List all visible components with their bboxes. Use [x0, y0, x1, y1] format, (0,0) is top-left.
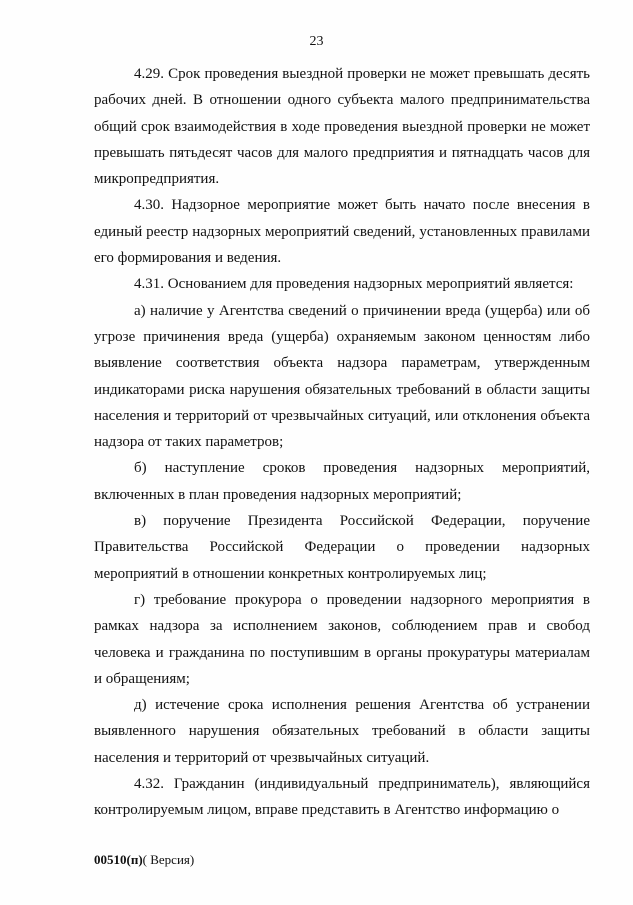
- paragraph-4-31-b: б) наступление сроков проведения надзорных мероприятий, включенных в план проведения надзорных мероприятий;: [94, 460, 590, 503]
- paragraph-4-31: 4.31. Основанием для проведения надзорных мероприятий является:: [134, 276, 574, 293]
- paragraph-4-32: 4.32. Гражданин (индивидуальный предприниматель), являющийся контролируемым лицом, вправе представить в Агентство информацию о: [94, 776, 590, 819]
- paragraph-4-29: 4.29. Срок проведения выездной проверки не может превышать десять рабочих дней. В отношении одного субъекта малого предпринимательства общий срок взаимодействия в ходе проведения выездной проверки не может превышать пятьдесят часов для малого предприятия и пятнадцать часов для микропредприятия.: [94, 66, 590, 188]
- paragraph-4-31-d: д) истечение срока исполнения решения Агентства об устранении выявленного нарушения обязательных требований в области защиты населения и территорий от чрезвычайных ситуаций.: [94, 697, 590, 766]
- document-body: [94, 61, 590, 824]
- document-version: ( Версия): [142, 852, 195, 867]
- document-code: 00510(п): [94, 852, 143, 867]
- page-number: 23: [309, 34, 324, 49]
- paragraph-4-31-g: г) требование прокурора о проведении надзорного мероприятия в рамках надзора за исполнением законов, соблюдением прав и свобод человека и гражданина по поступившим в органы прокуратуры материалам и обращениям;: [94, 591, 590, 687]
- paragraph-4-31-a: а) наличие у Агентства сведений о причинении вреда (ущерба) или об угрозе причинения вреда (ущерба) охраняемым законом ценностям либо выявление соответствия объекта надзора параметрам, утвержденным индикаторами риска нарушения обязательных требований в области защиты населения и территорий от чрезвычайных ситуаций, или отклонения объекта надзора от таких параметров;: [94, 302, 590, 451]
- paragraph-4-31-v: в) поручение Президента Российской Федерации, поручение Правительства Российской Федерации о проведении надзорных мероприятий в отношении конкретных контролируемых лиц;: [94, 513, 590, 582]
- paragraph-4-30: 4.30. Надзорное мероприятие может быть начато после внесения в единый реестр надзорных мероприятий сведений, установленных правилами его формирования и ведения.: [94, 197, 590, 267]
- document-footer: [94, 852, 194, 868]
